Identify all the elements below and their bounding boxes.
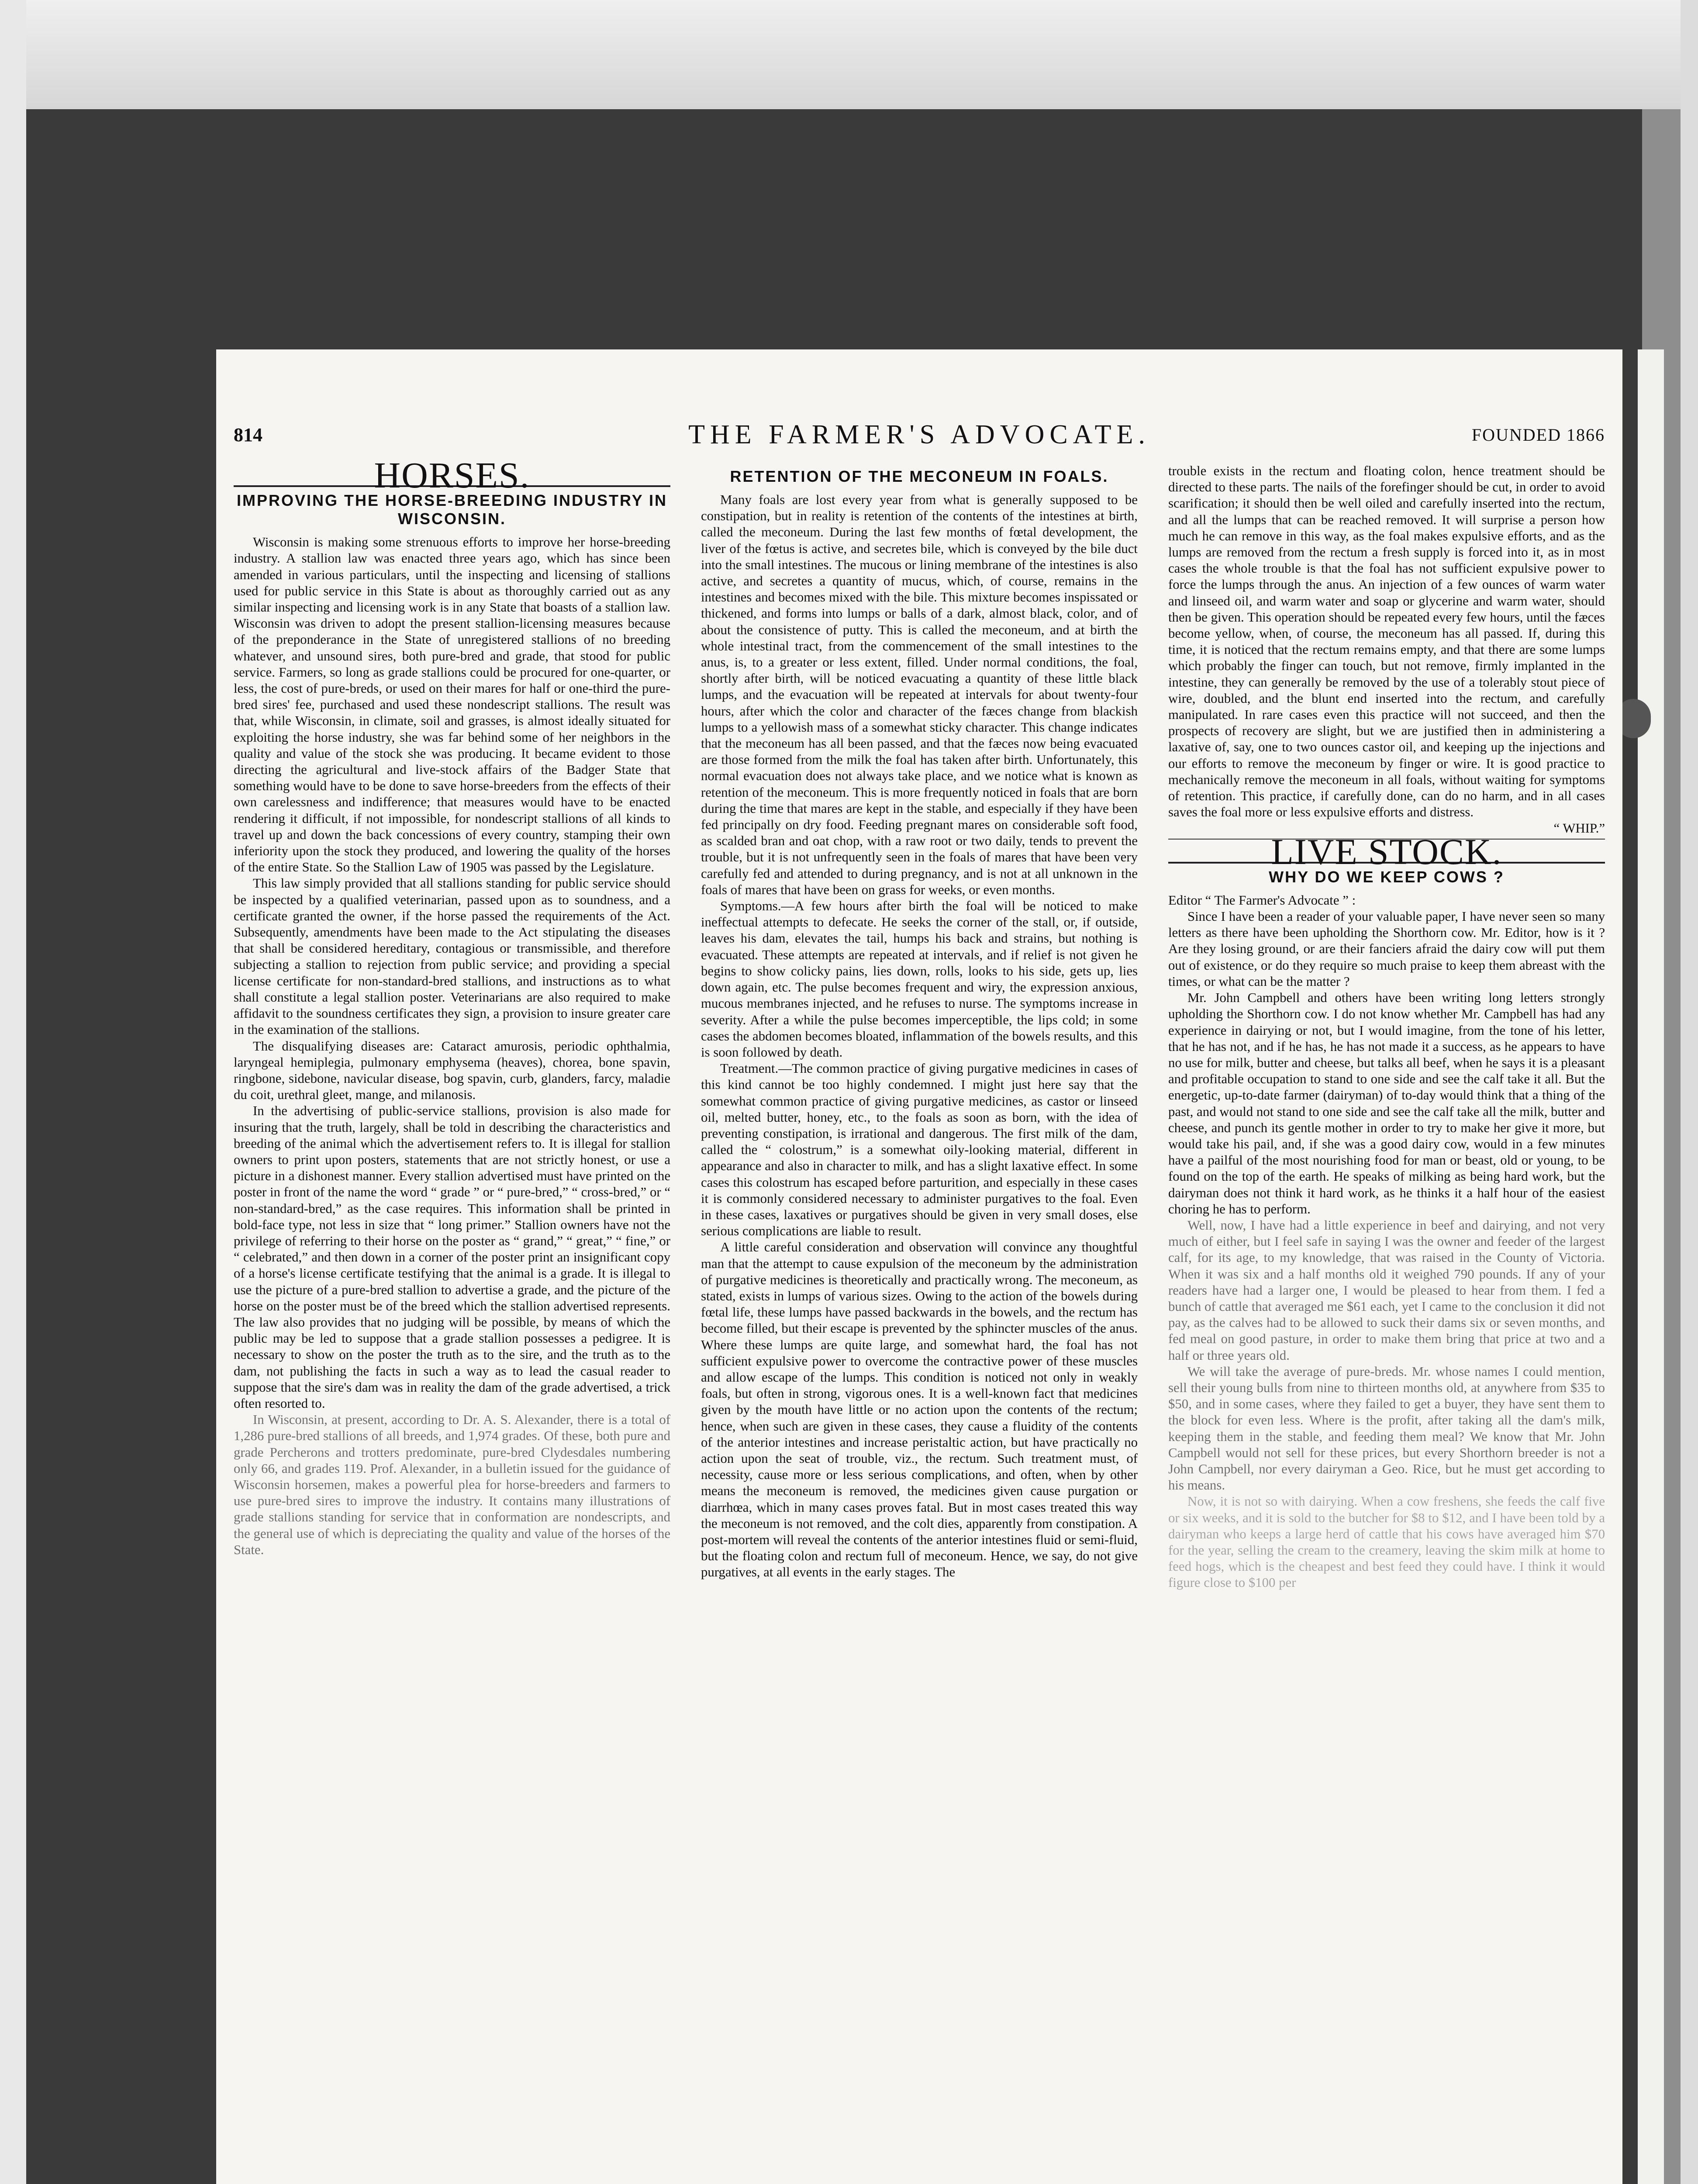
page-number: 814 [234, 424, 262, 446]
article-paragraph: A little careful consideration and observation will convince any thoughtful man that the attempt to cause expulsion of the meconeum by the administration of purgative medicines is theoretically and practically wrong. The meconeum, as stated, exists in lumps of various sizes. Owing to the action of the bowels during fœtal life, these lumps have passed backwards in the bowels, and the rectum has become filled, but their escape is prevented by the sphincter muscles of the anus. Where these lumps are quite large, and somewhat hard, the foal has not sufficient expulsive power to overcome the contractive power of these muscles and allow escape of the lumps. This condition is noticed not only in weakly foals, but often in strong, vigorous ones. It is a well-known fact that medicines given by the mouth have little or no action upon the contents of the rectum; hence, when such are given in these cases, they cause a fluidity of the contents of the anterior intestines and increase peristaltic action, but have practically no action upon the seat of trouble, viz., the rectum. Such treatment must, of necessity, cause more or less serious complications, and often, when by other means the meconeum is removed, the medicines given cause purgation or diarrhœa, which in many cases proves fatal. But in most cases treated this way the meconeum is not removed, and the colt dies, apparently from constipation. A post-mortem will reveal the contents of the anterior intestines fluid or semi-fluid, but the floating colon and rectum full of meconeum. Hence, we say, do not give purgatives, at all events in the early stages. The [701, 1240, 1138, 1580]
newspaper-page [216, 349, 1622, 2184]
article-paragraph: Treatment.—The common practice of giving purgative medicines in cases of this kind cannot be too highly condemned. I might just here say that the somewhat common practice of giving purgative medicines, as castor or linseed oil, melted butter, honey, etc., to the foals as soon as born, with the idea of preventing constipation, is irrational and dangerous. The first milk of the dam, called the “ colostrum,” is a somewhat oily-looking material, different in appearance and also in character to milk, and has a slight laxative effect. In some cases this colostrum has escaped before parturition, and especially in these cases it is commonly considered necessary to administer purgatives to the foal. Even in these cases, laxatives or purgatives should be given in very small doses, else serious complications are liable to result. [701, 1061, 1138, 1239]
article-paragraph: Many foals are lost every year from what is generally supposed to be constipation, but in reality is retention of the contents of the intestines at birth, called the meconeum. During the last few months of fœtal development, the liver of the fœtus is active, and secretes bile, which is conveyed by the bile duct into the small intestines. The mucous or lining membrane of the intestines is also active, and secretes a quantity of mucus, which, of course, remains in the intestines and becomes mixed with the bile. This mixture becomes inspissated or thickened, and forms into lumps or balls of a dark, almost black, color, and of about the consistence of putty. This is called the meconeum, and at birth the whole intestinal tract, from the commencement of the small intestines to the anus, is, to a greater or less extent, filled. Under normal conditions, the foal, shortly after birth, will be noticed evacuating a quantity of these little black lumps, and the evacuation will be repeated at intervals for about twenty-four hours, after which the color and character of the fæces change from blackish lumps to a yellowish mass of a somewhat sticky character. This change indicates that the meconeum has all been passed, and that the fæces now being evacuated are those formed from the milk the foal has taken after birth. Unfortunately, this normal evacuation does not always take place, and we notice what is known as retention of the meconeum. This is more frequently noticed in foals that are born during the time that mares are kept in the stable, and especially if they have been fed principally on dry food. Feeding pregnant mares on considerable soft food, as scalded bran and oat chop, with a raw root or two daily, tends to prevent the trouble, but it is not unfrequently seen in the foals of mares that have been very carefully fed and attended to during pregnancy, and is not at all unknown in the foals of mares that have been on grass for weeks, or even months. [701, 492, 1138, 897]
article-paragraph: Wisconsin is making some strenuous efforts to improve her horse-breeding industry. A stallion law was enacted three years ago, which has since been amended in various particulars, until the inspecting and licensing of stallions used for public service in this State is about as thoroughly carried out as any similar inspecting and licensing work is in any State that boasts of a stallion law. Wisconsin was driven to adopt the present stallion-licensing measures because of the preponderance in the State of unregistered stallions of no breeding whatever, and unsound sires, both pure-bred and grade, that stood for public service. Farmers, so long as grade stallions could be procured for one-quarter, or less, the cost of pure-breds, or used on their mares for half or one-third the pure-bred sires' fee, purchased and used these nondescript stallions. The result was that, while Wisconsin, in climate, soil and grasses, is almost ideally situated for exploiting the horse industry, she was far behind some of her neighbors in the quality and value of the stock she was producing. It became evident to those directing the agricultural and live-stock affairs of the Badger State that something would have to be done to save horse-breeders from the effects of their own carelessness and indifference; that measures would have to be enacted rendering it difficult, if not impossible, for nondescript stallions of all kinds to travel up and down the back concessions of every country, stamping their own inferiority upon the stock they produced, and lowering the quality of the horses of the entire State. So the Stallion Law of 1905 was passed by the Legislature. [234, 535, 670, 875]
adjacent-page-edge [1638, 349, 1664, 2184]
article-paragraph: In the advertising of public-service stallions, provision is also made for insuring that the truth, largely, shall be told in describing the characteristics and breeding of the animal which the advertisement refers to. It is illegal for stallion owners to print upon posters, statements that are not strictly honest, or use a picture in a dishonest manner. Every stallion advertised must have printed on the poster in front of the name the word “ grade ” or “ pure-bred,” “ cross-bred,” or “ non-standard-bred,” as the case requires. This information shall be printed in bold-face type, not less in size that “ long primer.” Stallion owners have not the privilege of referring to their horse on the poster as “ grand,” “ great,” “ fine,” or “ celebrated,” and then down in a corner of the poster print an insignificant copy of a horse's license certificate testifying that the animal is a grade. It is illegal to use the picture of a pure-bred stallion to advertise a grade, and the picture of the horse on the poster must be of the breed which the stallion advertised represents. The law also provides that no judging will be possible, by means of which the public may be led to suppose that a grade stallion possesses a pedigree. It is necessary to show on the poster the truth as to the sire, and the truth as to the dam, not publishing the facts in such a way as to lead the casual reader to suppose that the sire's dam was in reality the dam of the grade advertised, a trick often resorted to. [234, 1103, 670, 1411]
letter-salutation: Editor “ The Farmer's Advocate ” : [1168, 892, 1356, 908]
founded-date: FOUNDED 1866 [1471, 425, 1605, 445]
article-headline-meconeum: RETENTION OF THE MECONEUM IN FOALS. [730, 467, 1109, 485]
column-2 [701, 463, 1138, 1581]
article-headline-cows: WHY DO WE KEEP COWS ? [1269, 867, 1505, 886]
article-paragraph: This law simply provided that all stallions standing for public service should be inspected by a qualified veterinarian, passed upon as to soundness, and a certificate granted the owner, if the horse passed the requirements of the Act. Subsequently, amendments have been made to the Act stipulating the diseases that shall be considered hereditary, contagious or transmissible, and therefore subjecting a stallion to rejection from public service; and providing a special license certificate for non-standard-bred stallions, and instructions as to what shall constitute a legal stallion poster. Veterinarians are also required to make affidavit to the soundness certificates they sign, a provision to insure greater care in the examination of the stallions. [234, 876, 670, 1037]
article-paragraph: Now, it is not so with dairying. When a cow freshens, she feeds the calf five or six weeks, and it is sold to the butcher for $8 to $12, and I have been told by a dairyman who keeps a large herd of cattle that his cows have averaged him $70 for the year, selling the cream to the creamery, leaving the skim milk at home to feed hogs, which is the cheapest and best feed they could have. I think it would figure close to $100 per [1168, 1494, 1605, 1590]
article-paragraph: Symptoms.—A few hours after birth the foal will be noticed to make ineffectual attempts to defecate. He seeks the corner of the stall, or, if outside, leaves his dam, elevates the tail, humps his back and strains, but nothing is evacuated. These attempts are repeated at intervals, and if relief is not given he begins to show colicky pains, lies down, rolls, looks to his side, gets up, lies down again, etc. The pulse becomes frequent and wiry, the expression anxious, mucous membranes injected, and he refuses to nurse. The symptoms increase in severity. After a while the pulse becomes imperceptible, the lips cold; in some cases the abdomen becomes bloated, inflammation of the bowels results, and this is soon followed by death. [701, 898, 1138, 1060]
scan-margin-left [0, 0, 26, 2184]
article-paragraph: Since I have been a reader of your valuable paper, I have never seen so many letters as there have been upholding the Shorthorn cow. Mr. Editor, how is it ? Are they losing ground, or are their fanciers afraid the dairy cow will put them out of existence, or do they require so much praise to keep them abreast with the times, or what can be the matter ? [1168, 909, 1605, 989]
scan-margin-top [0, 0, 1698, 109]
section-title-live-stock: LIVE STOCK. [1271, 831, 1502, 872]
article-headline-horse-breeding: IMPROVING THE HORSE-BREEDING INDUSTRY IN WISCONSIN. [236, 491, 668, 528]
article-paragraph: Well, now, I have had a little experience in beef and dairying, and not very much of either, but I feel safe in saying I was the owner and feeder of the largest calf, for its age, to my knowledge, that was raised in the County of Victoria. When it was six and a half months old it weighed 790 pounds. If any of your readers have had a larger one, I would be pleased to hear from them. I fed a bunch of cattle that averaged me $61 each, yet I came to the conclusion it did not pay, as the calves had to be allowed to suck their dams six or seven months, and fed meal on good pasture, in order to make them bring that price at two and a half or three years old. [1168, 1217, 1605, 1363]
author-signature: “ WHIP.” [1553, 821, 1605, 836]
article-paragraph: We will take the average of pure-breds. Mr. whose names I could mention, sell their young bulls from nine to thirteen months old, at anywhere from $35 to $50, and in some cases, where they failed to get a buyer, they have sent them to the block for even less. Where is the profit, after taking all the dam's milk, keeping them in the stable, and feeding them meal? We know that Mr. John Campbell would not sell for these prices, but every Shorthorn breeder is not a John Campbell, nor every dairyman a Geo. Rice, but he must get according to his means. [1168, 1364, 1605, 1493]
column-3 [1168, 463, 1605, 1591]
article-paragraph: In Wisconsin, at present, according to Dr. A. S. Alexander, there is a total of 1,286 pure-bred stallions of all breeds, and 1,974 grades. Of these, both pure and grade Percherons and trotters predominate, pure-bred Clydesdales numbering only 66, and grades 119. Prof. Alexander, in a bulletin issued for the guidance of Wisconsin horsemen, makes a powerful plea for horse-breeders and farmers to use pure-bred sires to improve the industry. It contains many illustrations of grade stallions standing for service that in conformation are nondescripts, and the general use of which is depreciating the quality and value of the horses of the State. [234, 1412, 670, 1557]
article-paragraph: The disqualifying diseases are: Cataract amurosis, periodic ophthalmia, laryngeal hemiplegia, pulmonary emphysema (heaves), chorea, bone spavin, ringbone, sidebone, navicular disease, bog spavin, curb, glanders, farcy, maladie du coit, urethral gleet, mange, and milanosis. [234, 1038, 670, 1102]
column-1 [234, 455, 670, 1558]
section-title-horses: HORSES. [374, 455, 530, 496]
scan-margin-right [1681, 0, 1698, 2184]
page-header [234, 419, 1605, 454]
masthead-title: THE FARMER'S ADVOCATE. [688, 420, 1150, 449]
article-paragraph: Mr. John Campbell and others have been writing long letters strongly upholding the Shorthorn cow. I do not know whether Mr. Campbell has had any experience in dairying or not, but I would imagine, from the tone of his letter, that he has not, and if he has, he has not made it a success, as he appears to have no use for milk, butter and cheese, but talks all beef, when he says it is a pleasant and profitable occupation to stand to one side and see the calf take it all. But the energetic, up-to-date farmer (dairyman) of to-day would think that a thing of the past, and would not stand to one side and see the calf take all the milk, butter and cheese, and punch its gentle mother in order to try to make her give it more, but would take his pail, and, if she was a good dairy cow, would in a few minutes have a pailful of the most nourishing food for man or beast, old or young, to be found on the top of the earth. He speaks of milking as being hard work, but the dairyman does not think it hard work, as he thinks it a half hour of the easiest choring he has to perform. [1168, 990, 1605, 1216]
article-paragraph: trouble exists in the rectum and floating colon, hence treatment should be directed to these parts. The nails of the forefinger should be cut, in order to avoid scarification; it should then be well oiled and carefully inserted into the rectum, and all the lumps that can be reached removed. It will surprise a person how much he can remove in this way, as the foal makes expulsive efforts, and as the lumps are removed from the rectum a fresh supply is forced into it, as in most cases the whole trouble is that the foal has not sufficient expulsive power to force the lumps through the anus. An injection of a few ounces of warm water and linseed oil, and warm water and soap or glycerine and warm water, should then be given. This operation should be repeated every few hours, until the fæces become yellow, when, of course, the meconeum has all passed. If, during this time, it is noticed that the rectum remains empty, and that there are some lumps which probably the finger can touch, but not remove, firmly implanted in the intestine, they can generally be removed by the use of a tolerably stout piece of wire, doubled, and the blunt end inserted into the rectum, and carefully manipulated. In rare cases even this practice will not succeed, and then the prospects of recovery are slight, but we are justified then in administering a laxative of, say, one to two ounces castor oil, and keeping up the injections and our efforts to remove the meconeum by finger or wire. It is good practice to mechanically remove the meconeum in all foals, without waiting for symptoms of retention. This practice, if carefully done, can do no harm, and in all cases saves the foal more or less expulsive efforts and distress. [1168, 463, 1605, 820]
